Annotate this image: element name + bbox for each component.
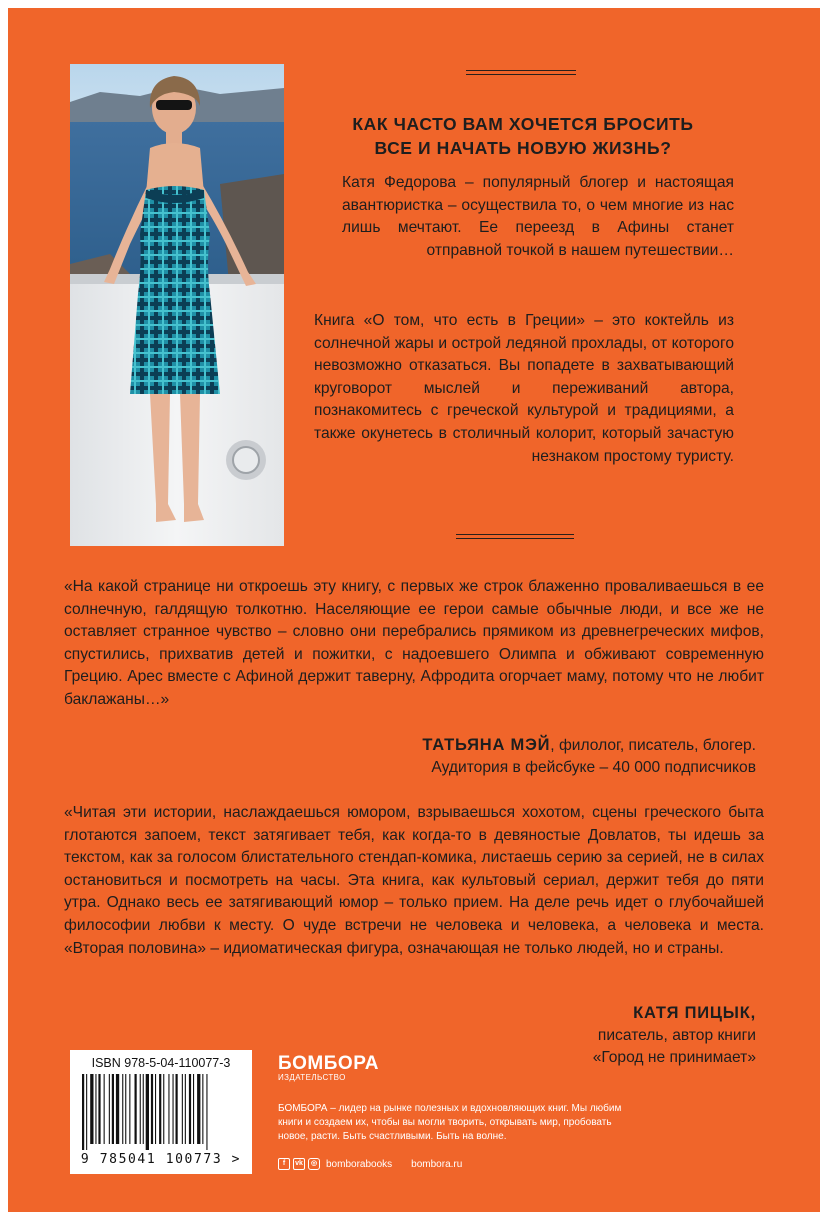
review-author-2-book: «Город не принимает» xyxy=(592,1049,756,1066)
isbn-number: ISBN 978-5-04-110077-3 xyxy=(91,1056,231,1070)
review-author-1-role: , филолог, писатель, блогер. xyxy=(550,737,756,754)
facebook-icon: f xyxy=(278,1158,290,1170)
headline xyxy=(308,112,738,160)
description-paragraph: Книга «О том, что есть в Греции» – это коктейль из солнечной жары и острой ледяной прохлады, от которого невозможно отказаться. Вы попадете в захватывающий круговорот мыслей и переживаний автора, познакомитесь с греческой культурой и традициями, а также окунетесь в столичный колорит, который зачастую незнаком простому туристу. xyxy=(314,312,734,465)
publisher-about: БОМБОРА – лидер на рынке полезных и вдохновляющих книг. Мы любим книги и создаем их, чтобы вы могли творить, открывать мир, пробовать новое, расти. Быть счастливыми. Быть на волне. xyxy=(278,1103,622,1142)
review-attribution-2: КАТЯ ПИЦЫК, писатель, автор книги «Город не принимает» xyxy=(196,1002,756,1069)
barcode xyxy=(80,1074,242,1150)
publisher-website: bombora.ru xyxy=(411,1158,463,1170)
intro-paragraph: Катя Федорова – популярный блогер и настоящая авантюристка – осуществила то, о чем многие из нас лишь мечтают. Ее переезд в Афины станет отправной точкой в нашем путешествии… xyxy=(342,174,734,259)
review-author-2-role: писатель, автор книги xyxy=(597,1027,756,1044)
middle-divider xyxy=(456,534,574,539)
publisher-logo xyxy=(278,1054,379,1083)
vk-icon: vk xyxy=(293,1158,305,1170)
barcode-digits: 9 785041 100773 > xyxy=(80,1152,242,1167)
review-author-1-audience: Аудитория в фейсбуке – 40 000 подписчиков xyxy=(431,759,756,776)
top-divider xyxy=(466,70,576,75)
review-attribution-1 xyxy=(196,734,756,779)
review-author-1: ТАТЬЯНА МЭЙ xyxy=(422,736,551,754)
author-photo xyxy=(70,64,284,546)
instagram-icon: ◎ xyxy=(308,1158,320,1170)
headline-line-2: ВСЕ И НАЧАТЬ НОВУЮ ЖИЗНЬ? xyxy=(374,138,672,158)
headline-line-1: КАК ЧАСТО ВАМ ХОЧЕТСЯ БРОСИТЬ xyxy=(352,114,694,134)
publisher-logo-sub: ИЗДАТЕЛЬСТВО xyxy=(278,1073,346,1082)
social-handle: bomborabooks xyxy=(326,1158,393,1170)
publisher-social xyxy=(278,1158,462,1170)
review-quote-2: «Читая эти истории, наслаждаешься юмором, взрываешься хохотом, сцены греческого быта глотаются запоем, текст затягивает тебя, как когда-то в девяностые Довлатов, ты идешь за текстом, как за голосом блистательного стендап-комика, листаешь серию за серией, не в силах остановиться и посмотреть на часы. Эта книга, как культовый сериал, держит тебя до пяти утра. Однако весь ее затягивающий юмор – только прием. На деле речь идет о глубочайшей философии любви к месту. О чуде встречи не человека и человека, а человека и места. «Вторая половина» – идиоматическая фигура, означающая не только людей, но и страны. xyxy=(64,804,764,957)
barcode-panel xyxy=(70,1050,252,1174)
review-quote-1: «На какой странице ни откроешь эту книгу, с первых же строк блаженно проваливаешься в ее солнечную, галдящую толкотню. Населяющие ее герои самые обычные люди, и все же не оставляет странное чувство – словно они перебрались прямиком из древнегреческих мифов, спустились, прихватив детей и пожитки, с надоевшего Олимпа и обживают современную Грецию. Арес вместе с Афиной держит таверну, Афродита огорчает маму, потому что не любит баклажаны…» xyxy=(64,578,764,708)
publisher-logo-name: БОМБОРА xyxy=(278,1053,379,1074)
review-author-2: КАТЯ ПИЦЫК xyxy=(633,1004,751,1022)
book-back-cover xyxy=(8,8,820,1212)
